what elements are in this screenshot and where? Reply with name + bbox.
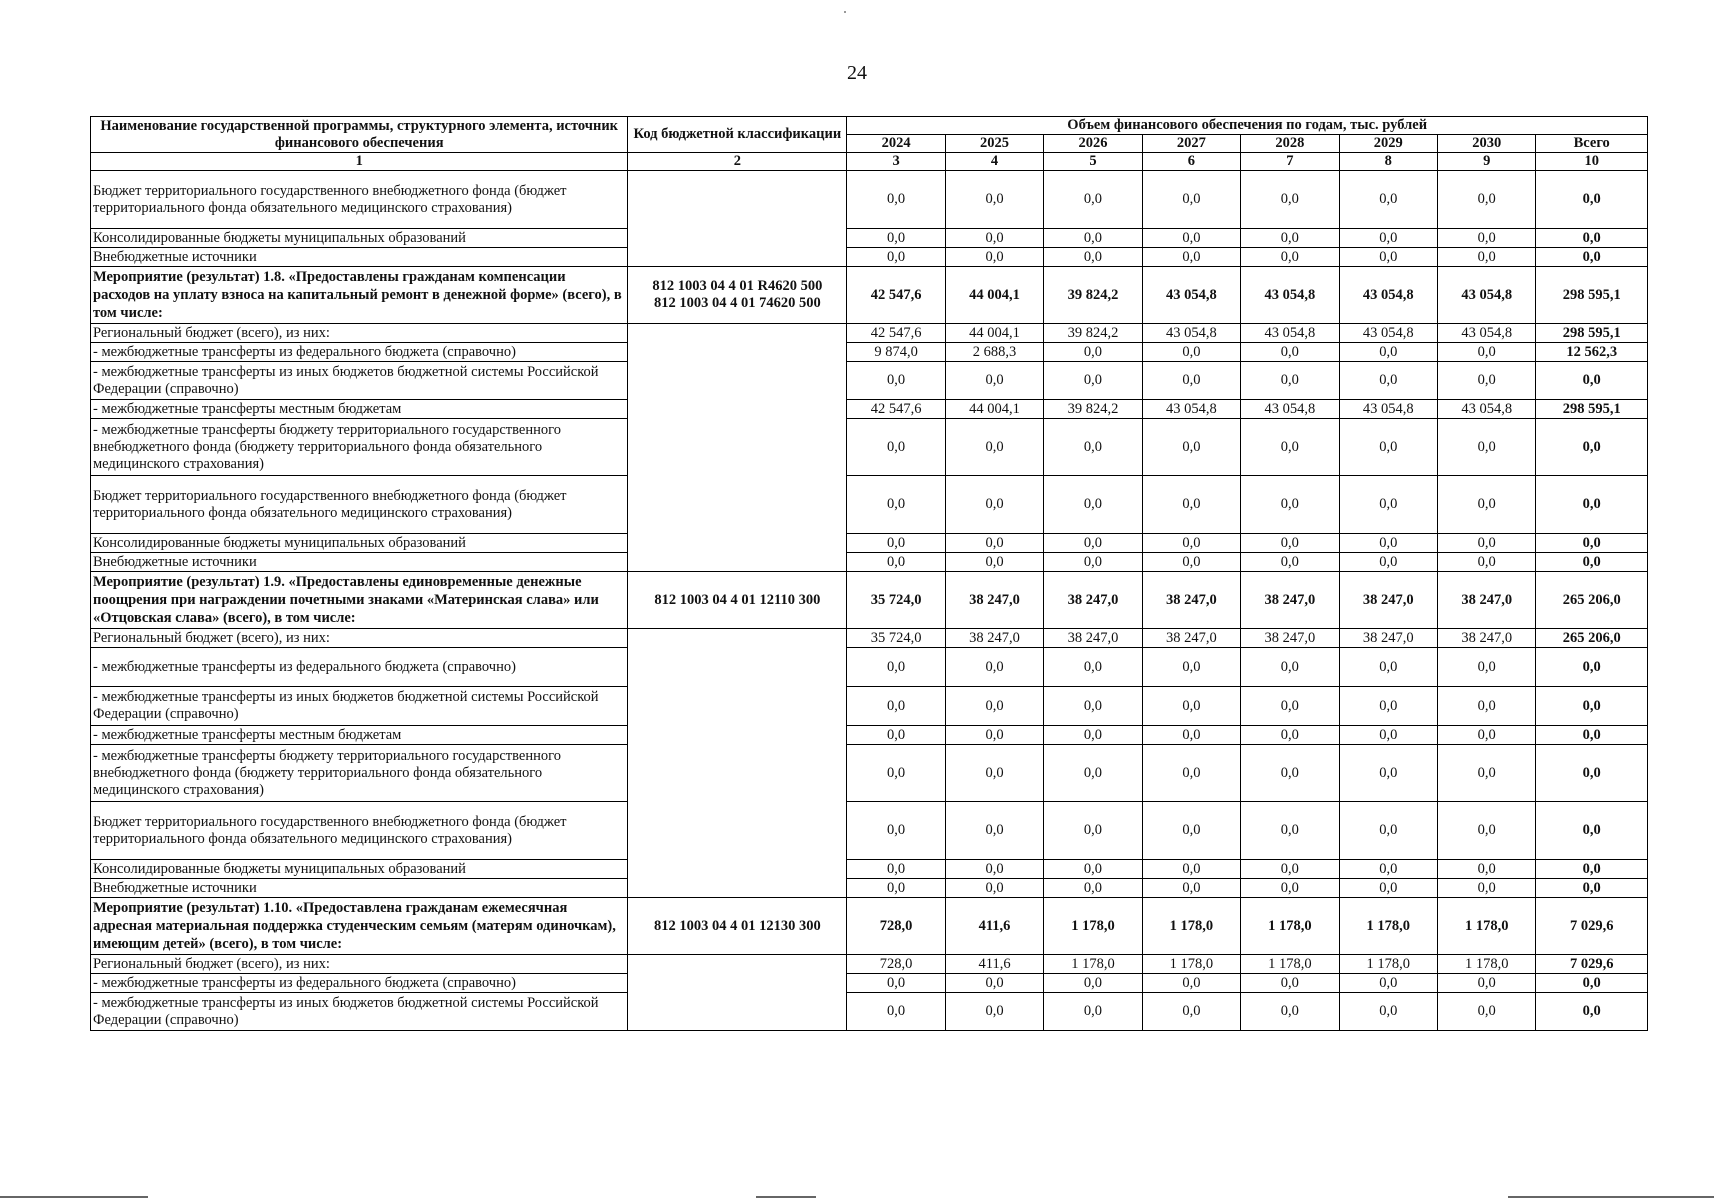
value-year: 0,0	[1339, 648, 1437, 687]
value-year: 0,0	[1339, 687, 1437, 726]
col-number: 7	[1241, 153, 1339, 171]
value-year: 0,0	[945, 534, 1043, 553]
value-year: 0,0	[847, 476, 945, 534]
value-year: 0,0	[1142, 745, 1240, 802]
value-year: 43 054,8	[1339, 324, 1437, 343]
value-year: 0,0	[1339, 534, 1437, 553]
value-year: 0,0	[1241, 802, 1339, 860]
event-row	[91, 572, 1648, 629]
value-total: 0,0	[1536, 802, 1648, 860]
value-year: 0,0	[847, 553, 945, 572]
value-year: 38 247,0	[1241, 572, 1339, 629]
source-name: Региональный бюджет (всего), из них:	[91, 324, 628, 343]
table-row	[91, 745, 1648, 802]
source-name: Бюджет территориального государственного внебюджетного фонда (бюджет территориального фонда обязательного медицинского страхования)	[91, 802, 628, 860]
value-year: 0,0	[1142, 534, 1240, 553]
value-year: 1 178,0	[1241, 955, 1339, 974]
value-year: 0,0	[945, 802, 1043, 860]
value-year: 0,0	[945, 745, 1043, 802]
value-year: 0,0	[1339, 343, 1437, 362]
value-total: 0,0	[1536, 419, 1648, 476]
value-year: 0,0	[945, 726, 1043, 745]
value-total: 0,0	[1536, 248, 1648, 267]
header-code: Код бюджетной классификации	[628, 117, 847, 153]
value-year: 0,0	[1241, 993, 1339, 1031]
value-year: 0,0	[847, 171, 945, 229]
table-row	[91, 343, 1648, 362]
value-year: 0,0	[1044, 553, 1142, 572]
value-year: 0,0	[847, 993, 945, 1031]
value-total: 0,0	[1536, 476, 1648, 534]
value-total: 0,0	[1536, 974, 1648, 993]
value-year: 0,0	[1142, 362, 1240, 400]
value-year: 38 247,0	[945, 629, 1043, 648]
source-name: - межбюджетные трансферты бюджету территориального государственного внебюджетного фонда (бюджету территориального фонда обязательного медицинского страхования)	[91, 745, 628, 802]
value-year: 1 178,0	[1044, 955, 1142, 974]
value-total: 12 562,3	[1536, 343, 1648, 362]
value-year: 0,0	[1339, 745, 1437, 802]
value-year: 0,0	[847, 419, 945, 476]
value-year: 0,0	[1241, 248, 1339, 267]
value-year: 43 054,8	[1142, 324, 1240, 343]
value-year: 0,0	[1142, 860, 1240, 879]
source-name: - межбюджетные трансферты из иных бюджетов бюджетной системы Российской Федерации (справочно)	[91, 687, 628, 726]
value-year: 0,0	[1142, 343, 1240, 362]
value-year: 38 247,0	[1339, 572, 1437, 629]
source-name: Внебюджетные источники	[91, 248, 628, 267]
value-year: 0,0	[1142, 802, 1240, 860]
header-year: 2028	[1241, 135, 1339, 153]
value-year: 0,0	[1044, 362, 1142, 400]
table-row	[91, 229, 1648, 248]
budget-code-empty	[628, 171, 847, 267]
value-year: 0,0	[1241, 553, 1339, 572]
value-year: 0,0	[1044, 229, 1142, 248]
budget-code-line: 812 1003 04 4 01 74620 500	[654, 295, 821, 311]
value-total: 0,0	[1536, 745, 1648, 802]
value-year: 0,0	[1339, 974, 1437, 993]
scan-edge-line	[1508, 1196, 1714, 1198]
table-row	[91, 687, 1648, 726]
source-name: - межбюджетные трансферты из иных бюджетов бюджетной системы Российской Федерации (справочно)	[91, 362, 628, 400]
col-number: 8	[1339, 153, 1437, 171]
budget-code-line: 812 1003 04 4 01 R4620 500	[652, 278, 823, 294]
value-year: 0,0	[847, 248, 945, 267]
value-year: 0,0	[1044, 171, 1142, 229]
value-total: 0,0	[1536, 687, 1648, 726]
table-row	[91, 362, 1648, 400]
value-year: 0,0	[1241, 534, 1339, 553]
value-year: 0,0	[1142, 229, 1240, 248]
value-year: 42 547,6	[847, 324, 945, 343]
header-row-numbers	[91, 153, 1648, 171]
table-row	[91, 400, 1648, 419]
table-row	[91, 248, 1648, 267]
value-year: 0,0	[945, 974, 1043, 993]
value-total: 7 029,6	[1536, 955, 1648, 974]
value-year: 728,0	[847, 955, 945, 974]
value-year: 42 547,6	[847, 400, 945, 419]
value-year: 0,0	[1438, 476, 1536, 534]
event-name: Мероприятие (результат) 1.8. «Предоставлены гражданам компенсации расходов на уплату взноса на капитальный ремонт в денежной форме» (всего), в том числе:	[91, 267, 628, 324]
value-year: 0,0	[1142, 553, 1240, 572]
value-year: 0,0	[847, 362, 945, 400]
value-year: 0,0	[1438, 648, 1536, 687]
page-number: 24	[847, 62, 867, 84]
value-year: 0,0	[1339, 860, 1437, 879]
source-name: Консолидированные бюджеты муниципальных образований	[91, 860, 628, 879]
value-year: 43 054,8	[1339, 400, 1437, 419]
value-year: 0,0	[1438, 553, 1536, 572]
value-year: 38 247,0	[1339, 629, 1437, 648]
value-total: 265 206,0	[1536, 629, 1648, 648]
source-name: - межбюджетные трансферты из федерального бюджета (справочно)	[91, 648, 628, 687]
value-year: 0,0	[1339, 362, 1437, 400]
value-year: 0,0	[1142, 993, 1240, 1031]
value-year: 0,0	[1241, 726, 1339, 745]
value-year: 1 178,0	[1044, 898, 1142, 955]
value-year: 0,0	[1044, 476, 1142, 534]
value-year: 43 054,8	[1142, 400, 1240, 419]
value-year: 0,0	[1241, 687, 1339, 726]
value-total: 0,0	[1536, 362, 1648, 400]
value-year: 38 247,0	[1438, 629, 1536, 648]
value-year: 1 178,0	[1241, 898, 1339, 955]
value-year: 1 178,0	[1142, 898, 1240, 955]
header-year: 2025	[945, 135, 1043, 153]
value-year: 0,0	[1142, 648, 1240, 687]
value-year: 0,0	[1339, 171, 1437, 229]
value-year: 0,0	[1241, 362, 1339, 400]
value-year: 0,0	[1142, 687, 1240, 726]
table-row	[91, 629, 1648, 648]
source-name: Внебюджетные источники	[91, 553, 628, 572]
value-year: 1 178,0	[1438, 955, 1536, 974]
value-year: 0,0	[1339, 726, 1437, 745]
value-year: 411,6	[945, 955, 1043, 974]
value-total: 265 206,0	[1536, 572, 1648, 629]
value-year: 38 247,0	[945, 572, 1043, 629]
col-number: 2	[628, 153, 847, 171]
value-total: 0,0	[1536, 726, 1648, 745]
value-year: 9 874,0	[847, 343, 945, 362]
value-year: 0,0	[1241, 171, 1339, 229]
value-year: 0,0	[1044, 993, 1142, 1031]
value-year: 0,0	[1339, 248, 1437, 267]
event-name: Мероприятие (результат) 1.9. «Предоставлены единовременные денежные поощрения при награждении почетными знаками «Материнская слава» или «Отцовская слава» (всего), в том числе:	[91, 572, 628, 629]
value-year: 43 054,8	[1438, 324, 1536, 343]
event-name: Мероприятие (результат) 1.10. «Предоставлена гражданам ежемесячная адресная материальная поддержка студенческим семьям (матерям одиночкам), имеющим детей» (всего), в том числе:	[91, 898, 628, 955]
header-total: Всего	[1536, 135, 1648, 153]
value-year: 38 247,0	[1142, 572, 1240, 629]
value-year: 0,0	[1044, 745, 1142, 802]
value-year: 44 004,1	[945, 324, 1043, 343]
table-row	[91, 534, 1648, 553]
value-year: 0,0	[1044, 534, 1142, 553]
value-year: 39 824,2	[1044, 267, 1142, 324]
value-year: 0,0	[945, 229, 1043, 248]
value-year: 39 824,2	[1044, 324, 1142, 343]
value-year: 0,0	[1339, 476, 1437, 534]
value-total: 298 595,1	[1536, 324, 1648, 343]
value-year: 44 004,1	[945, 267, 1043, 324]
budget-code	[628, 572, 847, 629]
value-year: 0,0	[1438, 974, 1536, 993]
value-year: 0,0	[1339, 553, 1437, 572]
value-year: 43 054,8	[1438, 400, 1536, 419]
event-row	[91, 267, 1648, 324]
value-total: 0,0	[1536, 993, 1648, 1031]
table-row	[91, 802, 1648, 860]
value-year: 0,0	[1241, 343, 1339, 362]
value-year: 38 247,0	[1142, 629, 1240, 648]
value-year: 0,0	[1438, 687, 1536, 726]
event-row	[91, 898, 1648, 955]
value-year: 0,0	[945, 879, 1043, 898]
value-year: 0,0	[1438, 362, 1536, 400]
value-year: 0,0	[847, 879, 945, 898]
value-year: 0,0	[945, 362, 1043, 400]
value-year: 0,0	[1438, 248, 1536, 267]
source-name: Консолидированные бюджеты муниципальных образований	[91, 534, 628, 553]
value-year: 0,0	[945, 248, 1043, 267]
table-row	[91, 324, 1648, 343]
value-year: 0,0	[847, 860, 945, 879]
value-year: 35 724,0	[847, 629, 945, 648]
table-row	[91, 476, 1648, 534]
value-year: 43 054,8	[1241, 267, 1339, 324]
header-row-top	[91, 117, 1648, 135]
budget-code	[628, 267, 847, 324]
source-name: Консолидированные бюджеты муниципальных образований	[91, 229, 628, 248]
value-year: 0,0	[1044, 879, 1142, 898]
value-year: 38 247,0	[1044, 629, 1142, 648]
budget-code	[628, 898, 847, 955]
source-name: Внебюджетные источники	[91, 879, 628, 898]
value-total: 0,0	[1536, 553, 1648, 572]
value-year: 0,0	[1142, 171, 1240, 229]
col-number: 9	[1438, 153, 1536, 171]
scan-edge-line	[0, 1196, 148, 1198]
value-year: 0,0	[945, 648, 1043, 687]
value-year: 38 247,0	[1241, 629, 1339, 648]
value-year: 39 824,2	[1044, 400, 1142, 419]
table-body	[91, 171, 1648, 1031]
value-total: 0,0	[1536, 648, 1648, 687]
value-year: 0,0	[945, 687, 1043, 726]
table-row	[91, 553, 1648, 572]
value-year: 0,0	[1438, 860, 1536, 879]
value-year: 0,0	[1438, 802, 1536, 860]
value-year: 0,0	[1438, 879, 1536, 898]
table-row	[91, 955, 1648, 974]
value-year: 0,0	[847, 802, 945, 860]
value-year: 0,0	[1142, 476, 1240, 534]
source-name: Региональный бюджет (всего), из них:	[91, 629, 628, 648]
value-year: 0,0	[1438, 993, 1536, 1031]
value-year: 2 688,3	[945, 343, 1043, 362]
value-year: 43 054,8	[1241, 400, 1339, 419]
header-year: 2027	[1142, 135, 1240, 153]
value-year: 0,0	[1339, 993, 1437, 1031]
table-row	[91, 974, 1648, 993]
value-year: 0,0	[1044, 648, 1142, 687]
table-row	[91, 419, 1648, 476]
value-year: 0,0	[1044, 687, 1142, 726]
value-year: 0,0	[1142, 974, 1240, 993]
value-year: 0,0	[1438, 343, 1536, 362]
value-year: 43 054,8	[1339, 267, 1437, 324]
value-year: 35 724,0	[847, 572, 945, 629]
source-name: - межбюджетные трансферты местным бюджетам	[91, 400, 628, 419]
value-total: 0,0	[1536, 860, 1648, 879]
value-year: 1 178,0	[1339, 898, 1437, 955]
value-total: 298 595,1	[1536, 400, 1648, 419]
value-year: 0,0	[847, 687, 945, 726]
value-year: 0,0	[1438, 745, 1536, 802]
value-total: 0,0	[1536, 534, 1648, 553]
value-year: 0,0	[847, 726, 945, 745]
value-year: 0,0	[1241, 476, 1339, 534]
scan-edge-line	[756, 1196, 816, 1198]
value-year: 0,0	[945, 419, 1043, 476]
value-year: 0,0	[945, 476, 1043, 534]
value-year: 0,0	[1142, 726, 1240, 745]
value-year: 0,0	[1339, 802, 1437, 860]
col-number: 3	[847, 153, 945, 171]
col-number: 5	[1044, 153, 1142, 171]
source-name: Бюджет территориального государственного внебюджетного фонда (бюджет территориального фонда обязательного медицинского страхования)	[91, 476, 628, 534]
budget-code-empty	[628, 324, 847, 572]
value-year: 0,0	[945, 553, 1043, 572]
value-year: 0,0	[1241, 419, 1339, 476]
value-year: 1 178,0	[1142, 955, 1240, 974]
col-number: 4	[945, 153, 1043, 171]
col-number: 6	[1142, 153, 1240, 171]
budget-code-line: 812 1003 04 4 01 12130 300	[654, 917, 821, 934]
value-total: 0,0	[1536, 879, 1648, 898]
source-name: - межбюджетные трансферты бюджету территориального государственного внебюджетного фонда (бюджету территориального фонда обязательного медицинского страхования)	[91, 419, 628, 476]
value-year: 0,0	[1241, 860, 1339, 879]
budget-code-empty	[628, 955, 847, 1031]
col-number: 10	[1536, 153, 1648, 171]
table-row	[91, 993, 1648, 1031]
value-year: 0,0	[847, 534, 945, 553]
value-year: 0,0	[847, 229, 945, 248]
value-year: 1 178,0	[1438, 898, 1536, 955]
value-year: 43 054,8	[1142, 267, 1240, 324]
value-year: 1 178,0	[1339, 955, 1437, 974]
budget-code-empty	[628, 629, 847, 898]
value-year: 0,0	[1044, 802, 1142, 860]
table-row	[91, 648, 1648, 687]
value-year: 0,0	[1438, 229, 1536, 248]
source-name: - межбюджетные трансферты из федерального бюджета (справочно)	[91, 343, 628, 362]
value-year: 0,0	[1044, 343, 1142, 362]
header-funding: Объем финансового обеспечения по годам, тыс. рублей	[847, 117, 1648, 135]
value-year: 38 247,0	[1044, 572, 1142, 629]
value-year: 0,0	[1142, 419, 1240, 476]
value-year: 0,0	[1339, 879, 1437, 898]
value-year: 0,0	[847, 745, 945, 802]
header-year: 2029	[1339, 135, 1437, 153]
value-year: 0,0	[1241, 229, 1339, 248]
value-year: 0,0	[1044, 860, 1142, 879]
value-year: 38 247,0	[1438, 572, 1536, 629]
value-year: 0,0	[1044, 419, 1142, 476]
value-year: 42 547,6	[847, 267, 945, 324]
header-year: 2024	[847, 135, 945, 153]
value-year: 0,0	[1339, 419, 1437, 476]
value-total: 298 595,1	[1536, 267, 1648, 324]
header-year: 2026	[1044, 135, 1142, 153]
value-total: 0,0	[1536, 171, 1648, 229]
header-year: 2030	[1438, 135, 1536, 153]
value-total: 0,0	[1536, 229, 1648, 248]
value-year: 0,0	[1438, 726, 1536, 745]
value-year: 0,0	[945, 860, 1043, 879]
value-year: 728,0	[847, 898, 945, 955]
value-year: 0,0	[1241, 648, 1339, 687]
table-row	[91, 860, 1648, 879]
value-year: 0,0	[1044, 248, 1142, 267]
table-row	[91, 726, 1648, 745]
value-year: 0,0	[1438, 419, 1536, 476]
col-number: 1	[91, 153, 628, 171]
table-row	[91, 171, 1648, 229]
value-year: 0,0	[847, 974, 945, 993]
value-year: 43 054,8	[1241, 324, 1339, 343]
value-total: 7 029,6	[1536, 898, 1648, 955]
source-name: Бюджет территориального государственного внебюджетного фонда (бюджет территориального фонда обязательного медицинского страхования)	[91, 171, 628, 229]
value-year: 0,0	[1142, 248, 1240, 267]
value-year: 0,0	[1241, 879, 1339, 898]
value-year: 0,0	[945, 993, 1043, 1031]
value-year: 43 054,8	[1438, 267, 1536, 324]
value-year: 44 004,1	[945, 400, 1043, 419]
value-year: 0,0	[945, 171, 1043, 229]
scan-dot	[844, 11, 846, 13]
budget-code-line: 812 1003 04 4 01 12110 300	[654, 591, 821, 608]
source-name: - межбюджетные трансферты из федерального бюджета (справочно)	[91, 974, 628, 993]
budget-table	[90, 116, 1648, 1031]
value-year: 0,0	[1044, 974, 1142, 993]
value-year: 0,0	[1044, 726, 1142, 745]
source-name: Региональный бюджет (всего), из них:	[91, 955, 628, 974]
table-row	[91, 879, 1648, 898]
value-year: 0,0	[1241, 974, 1339, 993]
value-year: 0,0	[1142, 879, 1240, 898]
source-name: - межбюджетные трансферты из иных бюджетов бюджетной системы Российской Федерации (справочно)	[91, 993, 628, 1031]
value-year: 0,0	[1438, 534, 1536, 553]
value-year: 411,6	[945, 898, 1043, 955]
value-year: 0,0	[1438, 171, 1536, 229]
value-year: 0,0	[847, 648, 945, 687]
value-year: 0,0	[1241, 745, 1339, 802]
header-name: Наименование государственной программы, структурного элемента, источник финансового обеспечения	[91, 117, 628, 153]
source-name: - межбюджетные трансферты местным бюджетам	[91, 726, 628, 745]
value-year: 0,0	[1339, 229, 1437, 248]
